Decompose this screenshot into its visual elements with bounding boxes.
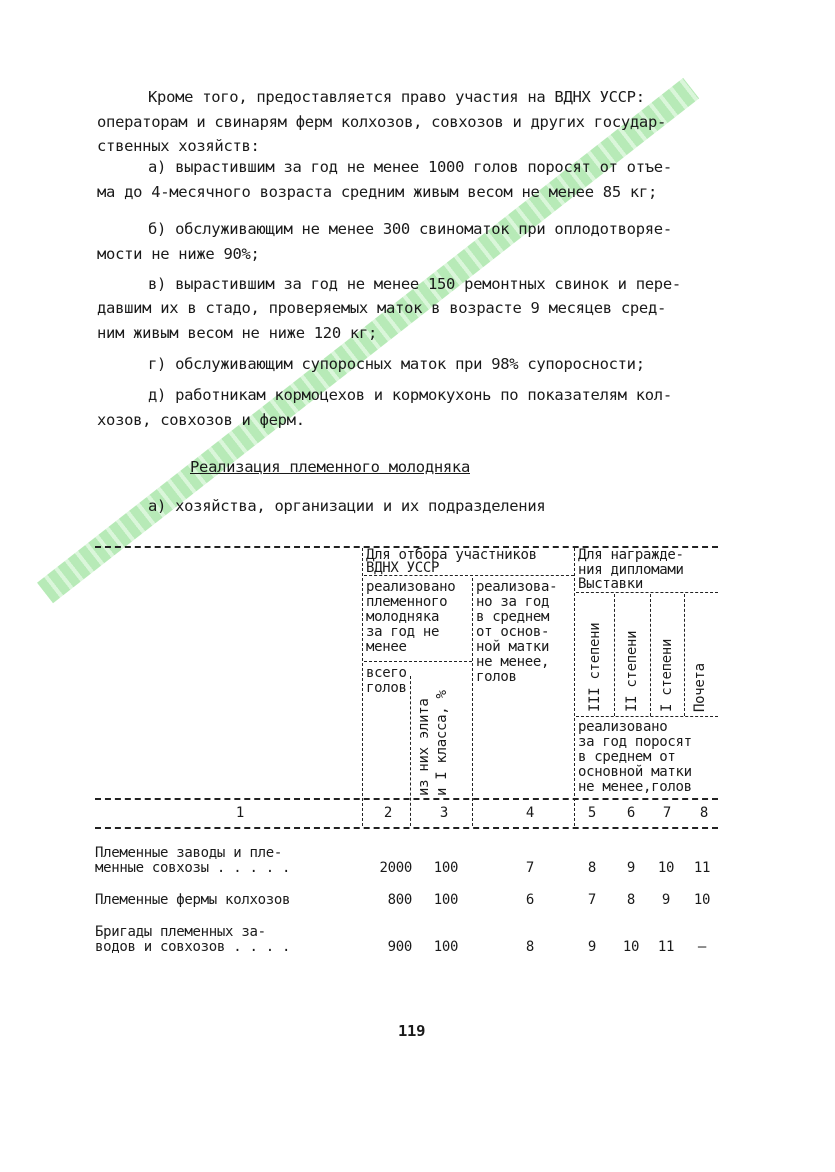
header-col4-5: ной матки [476,639,550,655]
item-b-line-2: мости не ниже 90%; [97,245,260,263]
header-realized-5: менее [366,639,407,655]
header-realized-1: реализовано [366,579,456,595]
rule-under-realized [364,661,472,662]
intro-line-2: операторам и свинарям ферм колхозов, совхозов и других государ- [97,113,667,131]
row-2-deg2: 8 [626,892,636,908]
header-col4-7: голов [476,669,517,685]
header-col4-2: но за год [476,594,550,610]
row-1-deg2: 9 [626,860,636,876]
row-1-label-1: Племенные заводы и пле- [95,845,282,861]
rule-above-awards-note [576,716,718,717]
row-2-label-1: Племенные фермы колхозов [95,892,291,908]
row-2-total: 800 [387,892,412,908]
header-col4-4: от основ- [476,624,550,640]
header-selection-2: ВДНХ УССР [366,560,440,576]
intro-line-1: Кроме того, предоставляется право участия на ВДНХ УССР: [148,88,645,106]
row-3-label-2: водов и совхозов . . . . [95,939,291,955]
col-number: 5 [587,805,597,821]
item-a-line-2: ма до 4-месячного возраста средним живым весом не менее 85 кг; [97,183,657,201]
row-2-honor: 10 [693,892,711,908]
row-3-elite: 100 [433,939,459,955]
col-number: 8 [699,805,709,821]
col-number: 4 [525,805,535,821]
col-number: 2 [383,805,393,821]
page-number: 119 [398,1022,426,1040]
col-divider-3 [472,578,473,826]
item-v-line-1: в) вырастившим за год не менее 150 ремонтных свинок и пере- [148,275,681,293]
row-1-deg1: 10 [657,860,675,876]
item-v-line-2: давшим их в стадо, проверяемых маток в возрасте 9 месяцев сред- [97,299,667,317]
header-degree-3: III степени [587,622,603,712]
row-3-deg2: 10 [622,939,640,955]
col-divider-5 [614,594,615,716]
row-3-deg1: 11 [657,939,675,955]
row-2-deg1: 9 [661,892,671,908]
header-awards-note-4: основной матки [578,764,692,780]
table-header-rule [95,798,718,800]
header-degree-2: II степени [624,630,640,712]
header-awards-note-5: не менее,голов [578,779,692,795]
col-divider-1 [362,548,363,826]
row-3-label-1: Бригады племенных за- [95,924,266,940]
header-col4-3: в среднем [476,609,550,625]
header-realized-4: за год не [366,624,440,640]
col-number: 3 [439,805,449,821]
item-g-line-1: г) обслуживающим супоросных маток при 98% супоросности; [148,355,645,373]
item-v-line-3: ним живым весом не ниже 120 кг; [97,324,377,342]
table-numbers-rule [95,827,718,829]
col-number: 6 [626,805,636,821]
header-total-1: всего [366,665,407,681]
section-subtitle: а) хозяйства, организации и их подразделения [148,497,546,515]
row-2-avg: 6 [525,892,535,908]
col-number: 7 [662,805,672,821]
intro-line-3: ственных хозяйств: [97,137,260,155]
header-realized-2: племенного [366,594,448,610]
header-awards-1: Для награжде- [578,547,684,563]
header-honor: Почета [692,663,708,712]
item-a-line-1: а) вырастившим за год не менее 1000 голов поросят от отъе- [148,158,672,176]
row-1-label-2: менные совхозы . . . . . [95,860,291,876]
row-1-total: 2000 [379,860,412,876]
section-title: Реализация племенного молодняка [190,458,470,476]
item-d-line-2: хозов, совхозов и ферм. [97,411,305,429]
row-2-deg3: 7 [587,892,597,908]
header-awards-note-3: в среднем от [578,749,676,765]
row-1-avg: 7 [525,860,535,876]
header-awards-2: ния дипломами [578,562,684,578]
header-awards-3: Выставки [578,576,644,592]
header-realized-3: молодняка [366,609,440,625]
row-3-total: 900 [387,939,412,955]
row-3-deg3: 9 [587,939,597,955]
col-divider-4 [574,548,575,826]
header-selection-1: Для отбора участников [366,547,537,563]
row-3-honor: – [697,939,707,955]
header-awards-note-2: за год поросят [578,734,692,750]
col-divider-7 [684,594,685,716]
row-1-honor: 11 [693,860,711,876]
header-awards-note-1: реализовано [578,719,668,735]
col-divider-2 [410,676,411,826]
item-b-line-1: б) обслуживающим не менее 300 свиноматок при оплодотворяе- [148,220,672,238]
col-divider-6 [650,594,651,716]
row-1-elite: 100 [433,860,459,876]
item-d-line-1: д) работникам кормоцехов и кормокухонь по показателям кол- [148,386,672,404]
header-elite-2: и I класса, % [434,690,450,796]
rule-under-awards [576,592,718,593]
row-3-avg: 8 [525,939,535,955]
col-number: 1 [235,805,245,821]
header-degree-1: I степени [659,638,675,712]
row-1-deg3: 8 [587,860,597,876]
header-elite-1: из них элита [416,698,432,796]
row-2-elite: 100 [433,892,459,908]
header-total-2: голов [366,680,407,696]
header-col4-1: реализова- [476,579,558,595]
header-col4-6: не менее, [476,654,550,670]
